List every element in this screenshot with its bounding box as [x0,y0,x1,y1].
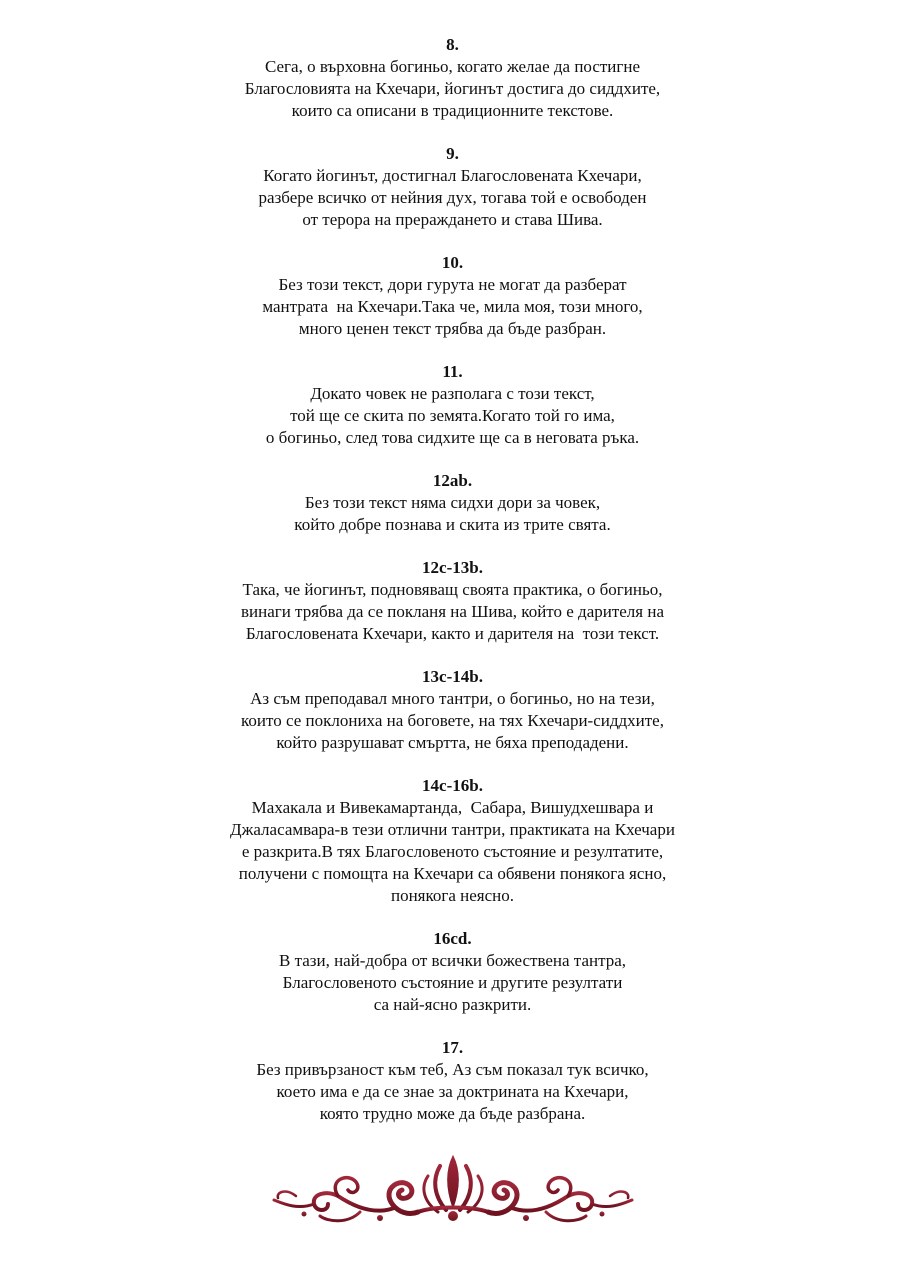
verse-number: 12ab. [432,471,473,490]
verse-number: 13c-14b. [422,667,483,686]
document-page [0,34,905,1146]
verse-11 [0,361,905,449]
verse-9 [0,143,905,231]
verse-line: които се поклониха на боговете, на тях Кхечари-сиддхите, [241,711,664,730]
verse-line: Благословията на Кхечари, йогинът достига до сиддхите, [244,79,661,98]
verse-line: Така, че йогинът, подновяващ своята практика, о богиньо, [242,580,663,599]
verse-line: Сега, о върховна богиньо, когато желае да постигне [264,57,641,76]
verse-16cd [0,928,905,1016]
verse-line: той ще се скита по земята.Когато той го има, [290,406,615,425]
verse-line: разбере всичко от нейния дух, тогава той е освободен [258,188,647,207]
verse-line: получени с помощта на Кхечари са обявени понякога ясно, [238,864,667,883]
verse-8 [0,34,905,122]
floral-ornament-icon [268,1150,638,1230]
verse-line: винаги трябва да се покланя на Шива, който е дарителя на [240,602,665,621]
verse-line: Аз съм преподавал много тантри, о богиньо, но на тези, [250,689,655,708]
verse-number: 17. [441,1038,464,1057]
verse-line: Благословеното състояние и другите резултати [282,973,623,992]
verse-line: В тази, най-добра от всички божествена тантра, [278,951,627,970]
verse-number: 9. [446,144,459,163]
verse-line: Без този текст, дори гурута не могат да разберат [278,275,627,294]
verse-line: са най-ясно разкрити. [373,995,532,1014]
verse-12ab [0,470,905,536]
verse-number: 14c-16b. [422,776,483,795]
verse-line: която трудно може да бъде разбрана. [319,1104,586,1123]
verse-line: които са описани в традиционните текстове. [291,101,614,120]
verse-number: 10. [441,253,464,272]
verse-number: 11. [442,362,463,381]
verse-12c-13b [0,557,905,645]
verse-line: който разрушават смъртта, не бяха преподадени. [276,733,629,752]
verse-line: Когато йогинът, достигнал Благословената Кхечари, [263,166,642,185]
verse-10 [0,252,905,340]
verse-line: Без този текст няма сидхи дори за човек, [304,493,601,512]
verse-line: Докато човек не разполага с този текст, [310,384,595,403]
verse-line: Благословената Кхечари, както и дарителя на този текст. [245,624,660,643]
verse-line: който добре познава и скита из трите свята. [294,515,611,534]
verse-line: е разкрита.В тях Благословеното състояние и резултатите, [241,842,664,861]
verse-number: 16cd. [433,929,472,948]
verse-line: много ценен текст трябва да бъде разбран. [298,319,607,338]
verse-14c-16b [0,775,905,907]
verse-13c-14b [0,666,905,754]
verse-line: от терора на прераждането и става Шива. [302,210,603,229]
verse-line: о богиньо, след това сидхите ще са в неговата ръка. [265,428,640,447]
verse-number: 12c-13b. [422,558,483,577]
verse-line: Без привързаност към теб, Аз съм показал тук всичко, [256,1060,649,1079]
verse-line: Джаласамвара-в тези отлични тантри, практиката на Кхечари [230,820,675,839]
verse-line: мантрата на Кхечари.Така че, мила моя, този много, [262,297,643,316]
verse-number: 8. [446,35,459,54]
verse-17 [0,1037,905,1125]
verse-line: което има е да се знае за доктрината на Кхечари, [276,1082,629,1101]
verse-line: Махакала и Вивекамартанда, Сабара, Вишудхешвара и [251,798,654,817]
verse-line: понякога неясно. [390,886,515,905]
